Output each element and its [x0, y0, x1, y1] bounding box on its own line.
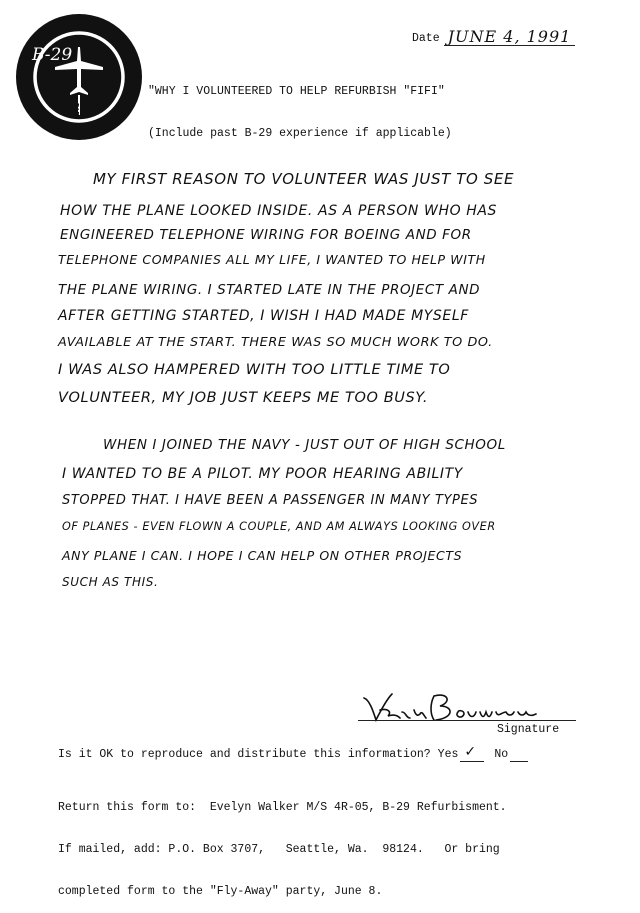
yes-label: Yes	[437, 748, 459, 761]
no-checkbox[interactable]	[510, 749, 528, 762]
date-label: Date	[412, 32, 440, 45]
return-instructions	[58, 773, 507, 913]
handwritten-line: SUCH AS THIS.	[62, 575, 159, 589]
reproduce-permission-row	[58, 744, 538, 762]
return-line: completed form to the "Fly-Away" party, June 8.	[58, 885, 383, 898]
date-field[interactable]: JUNE 4, 1991	[444, 30, 576, 46]
form-heading	[148, 57, 452, 155]
handwritten-line: STOPPED THAT. I HAVE BEEN A PASSENGER IN MANY TYPES	[62, 493, 479, 508]
handwritten-line: I WANTED TO BE A PILOT. MY POOR HEARING ABILITY	[62, 466, 463, 482]
handwritten-line: OF PLANES - EVEN FLOWN A COUPLE, AND AM ALWAYS LOOKING OVER	[62, 520, 496, 533]
heading-instruction: (Include past B-29 experience if applicable)	[148, 127, 452, 140]
handwritten-line: THE PLANE WIRING. I STARTED LATE IN THE PROJECT AND	[58, 282, 481, 298]
handwritten-line: HOW THE PLANE LOOKED INSIDE. AS A PERSON WHO HAS	[60, 203, 498, 219]
return-line: Return this form to: Evelyn Walker M/S 4R-05, B-29 Refurbisment.	[58, 801, 507, 814]
handwritten-line: VOLUNTEER, MY JOB JUST KEEPS ME TOO BUSY.	[58, 390, 429, 406]
logo-side-letters: FIFI	[72, 103, 80, 120]
handwritten-line: MY FIRST REASON TO VOLUNTEER WAS JUST TO SEE	[93, 170, 515, 188]
check-mark-icon: ✓	[464, 744, 477, 760]
handwritten-line: WHEN I JOINED THE NAVY - JUST OUT OF HIGH SCHOOL	[103, 437, 506, 453]
handwritten-line: ANY PLANE I CAN. I HOPE I CAN HELP ON OTHER PROJECTS	[62, 548, 463, 563]
b29-fifi-logo	[15, 13, 143, 141]
logo-text: B-29	[32, 45, 73, 65]
no-label: No	[494, 748, 509, 761]
signature-caption: Signature	[497, 723, 560, 736]
return-line: If mailed, add: P.O. Box 3707, Seattle, Wa. 98124. Or bring	[58, 843, 500, 856]
yes-checkbox[interactable]	[460, 744, 484, 762]
date-row	[412, 27, 575, 46]
heading-title: "WHY I VOLUNTEERED TO HELP REFURBISH "FIFI"	[148, 85, 445, 98]
signature-line	[358, 720, 576, 721]
handwritten-line: I WAS ALSO HAMPERED WITH TOO LITTLE TIME TO	[58, 362, 451, 378]
handwritten-line: AVAILABLE AT THE START. THERE WAS SO MUCH WORK TO DO.	[58, 335, 493, 350]
handwritten-line: TELEPHONE COMPANIES ALL MY LIFE, I WANTED TO HELP WITH	[58, 252, 486, 267]
handwritten-line: AFTER GETTING STARTED, I WISH I HAD MADE MYSELF	[58, 308, 469, 324]
reproduce-question: Is it OK to reproduce and distribute this information?	[58, 748, 431, 761]
handwritten-line: ENGINEERED TELEPHONE WIRING FOR BOEING AND FOR	[60, 227, 472, 243]
